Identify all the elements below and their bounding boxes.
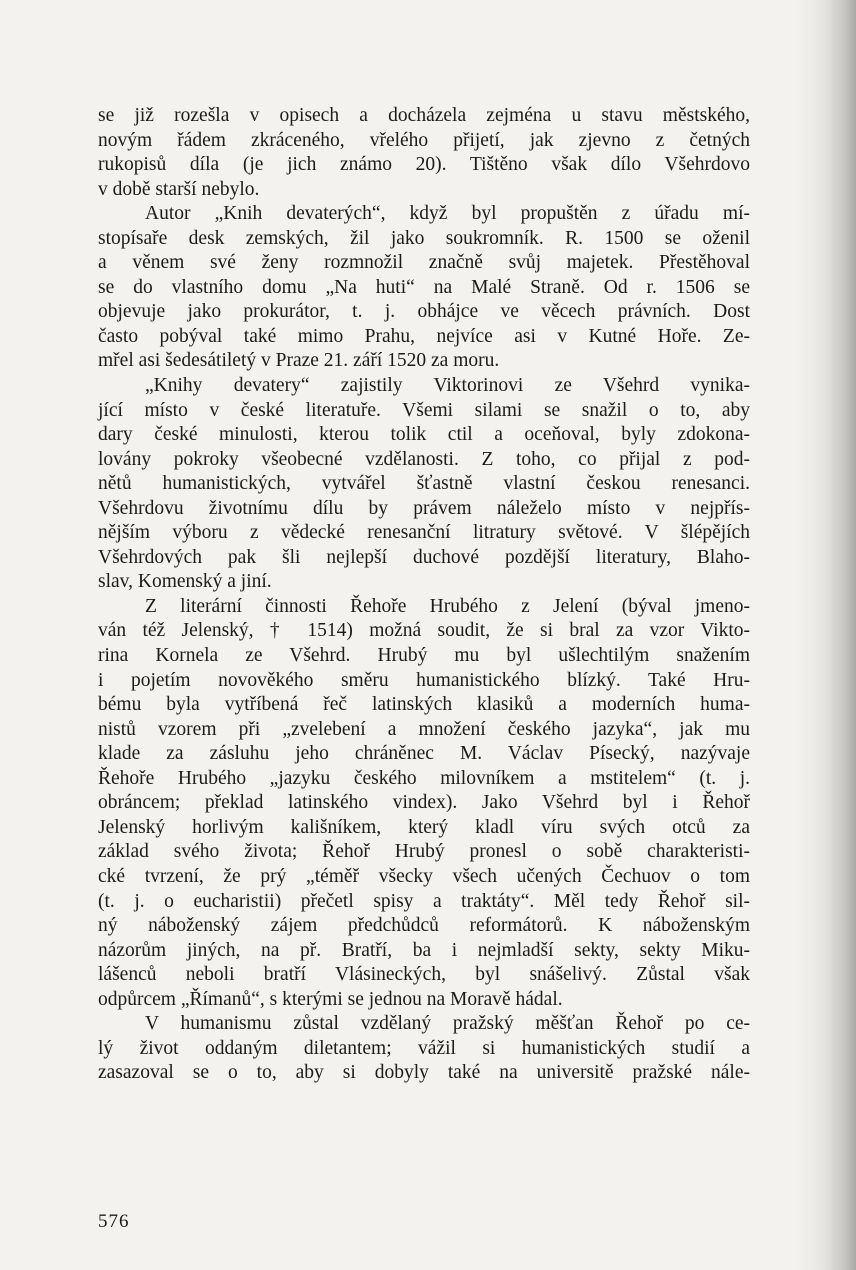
text-line: názorům jiných, na př. Bratří, ba i nejmladší sekty, sekty Miku- — [98, 939, 750, 961]
text-line: slav, Komenský a jiní. — [98, 571, 272, 593]
text-line: cké tvrzení, že prý „téměř všecky všech učených Čechuov o tom — [98, 865, 750, 887]
text-line: ván též Jelenský, † 1514) možná soudit, že si bral za vzor Vikto- — [98, 620, 750, 642]
text-line: v době starší nebylo. — [98, 178, 260, 200]
text-line: se do vlastního domu „Na huti“ na Malé Straně. Od r. 1506 se — [98, 276, 750, 298]
text-line: klade za zásluhu jeho chráněnec M. Václav Písecký, nazývaje — [98, 743, 750, 765]
page-number: 576 — [98, 1211, 130, 1232]
text-line: jící místo v české literatuře. Všemi silami se snažil o to, aby — [98, 399, 750, 421]
text-line: Z literární činnosti Řehoře Hrubého z Jelení (býval jmeno- — [145, 595, 750, 617]
text-line: často pobýval také mimo Prahu, nejvíce asi v Kutné Hoře. Ze- — [98, 325, 750, 347]
text-line: Autor „Knih devaterých“, když byl propuštěn z úřadu mí- — [145, 203, 750, 225]
text-line: objevuje jako prokurátor, t. j. obhájce ve věcech právních. Dost — [98, 301, 750, 323]
text-line: „Knihy devatery“ zajistily Viktorinovi ze Všehrd vynika- — [145, 375, 750, 397]
text-line: lý život oddaným diletantem; vážil si humanistických studií a — [98, 1037, 750, 1059]
text-line: (t. j. o eucharistii) přečetl spisy a traktáty“. Měl tedy Řehoř sil- — [98, 890, 750, 912]
text-line: Všehrdových pak šli nejlepší duchové pozdější literatury, Blaho- — [98, 546, 750, 568]
text-line: rina Kornela ze Všehrd. Hrubý mu byl ušlechtilým snažením — [98, 645, 750, 667]
text-line: nětů humanistických, vytvářel šťastně vlastní českou renesanci. — [98, 473, 750, 495]
text-line: se již rozešla v opisech a docházela zejména u stavu městského, — [98, 105, 750, 126]
page-edge-shadow — [796, 0, 856, 1270]
text-line: nějším výboru z vědecké renesanční litratury světové. V šlépějích — [98, 522, 750, 544]
text-line: odpůrcem „Římanů“, s kterými se jednou na Moravě hádal. — [98, 988, 563, 1010]
text-line: ný náboženský zájem předchůdců reformátorů. K náboženským — [98, 915, 750, 937]
text-line: základ svého života; Řehoř Hrubý pronesl o sobě charakteristi- — [98, 841, 750, 863]
text-line: mřel asi šedesátiletý v Praze 21. září 1520 za moru. — [98, 350, 500, 372]
text-line: lovány pokroky všeobecné vzdělanosti. Z toho, co přijal z pod- — [98, 448, 750, 470]
text-line: nistů vzorem při „zvelebení a množení českého jazyka“, jak mu — [98, 718, 750, 740]
text-line: stopísaře desk zemských, žil jako soukromník. R. 1500 se oženil — [98, 227, 750, 249]
text-line: bému byla vytříbená řeč latinských klasiků a moderních huma- — [98, 694, 750, 716]
text-line: novým řádem zkráceného, vřelého přijetí, jak zjevno z četných — [98, 129, 750, 151]
text-line: V humanismu zůstal vzdělaný pražský měšťan Řehoř po ce- — [145, 1013, 750, 1035]
text-line: Jelenský horlivým kališníkem, který kladl víru svých otců za — [98, 816, 750, 838]
text-line: obráncem; překlad latinského vindex). Jako Všehrd byl i Řehoř — [98, 792, 750, 814]
body-text — [98, 104, 750, 1086]
text-line: Všehrdovu životnímu dílu by právem náleželo místo v nejpřís- — [98, 497, 750, 519]
text-line: zasazoval se o to, aby si dobyly také na universitě pražské nále- — [98, 1062, 750, 1084]
text-line: rukopisů díla (je jich známo 20). Tištěno však dílo Všehrdovo — [98, 154, 750, 176]
text-line: a věnem své ženy rozmnožil značně svůj majetek. Přestěhoval — [98, 252, 750, 274]
text-line: i pojetím novověkého směru humanistického blízký. Také Hru- — [98, 669, 750, 691]
text-line: lášenců neboli bratří Vlásineckých, byl snášelivý. Zůstal však — [98, 964, 750, 986]
text-line: Řehoře Hrubého „jazyku českého milovníkem a mstitelem“ (t. j. — [98, 767, 750, 789]
text-line: dary české minulosti, kterou tolik ctil a oceňoval, byly zdokona- — [98, 424, 750, 446]
